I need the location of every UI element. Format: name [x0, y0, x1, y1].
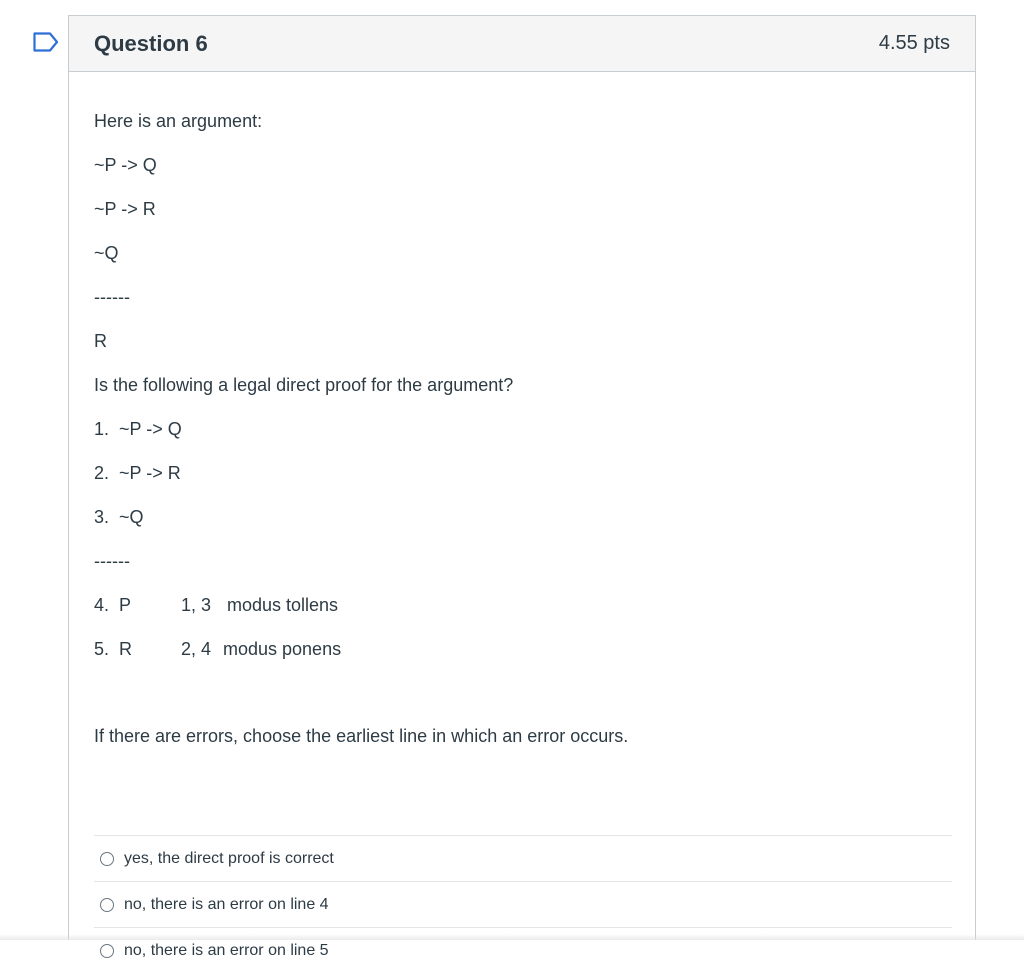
proof-instruction: If there are errors, choose the earliest line in which an error occurs. — [94, 726, 629, 746]
question-card — [68, 15, 976, 959]
proof-line-number: 2. — [94, 463, 110, 483]
argument-conclusion: R — [94, 331, 107, 351]
proof-line-number: 3. — [94, 507, 110, 527]
question-title: Question 6 — [94, 30, 208, 56]
proof-line-statement: ~P -> Q — [119, 419, 182, 439]
premise: ~Q — [94, 243, 119, 263]
argument-intro: Here is an argument: — [94, 111, 263, 131]
scroll-shadow — [0, 934, 1024, 940]
answer-option[interactable] — [94, 835, 952, 881]
proof-line-number: 1. — [94, 419, 110, 439]
proof-line-statement: P — [119, 595, 132, 615]
proof-line-refs: 2, 4 — [181, 639, 212, 659]
question-header — [69, 16, 975, 72]
premise: ~P -> Q — [94, 155, 157, 175]
proof-prompt: Is the following a legal direct proof for the argument? — [94, 375, 514, 395]
radio-button[interactable] — [100, 944, 114, 958]
proof-line-number: 5. — [94, 639, 110, 659]
proof-line-number: 4. — [94, 595, 110, 615]
answer-label: no, there is an error on line 5 — [124, 941, 329, 959]
proof-line-statement: ~P -> R — [119, 463, 181, 483]
proof-line-statement: ~Q — [119, 507, 144, 527]
radio-button[interactable] — [100, 898, 114, 912]
proof-line-refs: 1, 3 — [181, 595, 212, 615]
proof-separator: ------ — [94, 551, 130, 571]
flag-question-icon[interactable] — [33, 32, 59, 52]
answer-label: no, there is an error on line 4 — [124, 895, 329, 913]
proof-line-rule: modus tollens — [227, 595, 339, 615]
answer-list — [94, 835, 952, 973]
answer-option[interactable] — [94, 881, 952, 927]
argument-separator: ------ — [94, 287, 130, 307]
proof-line-rule: modus ponens — [223, 639, 342, 659]
question-points: 4.55 pts — [878, 32, 950, 54]
radio-button[interactable] — [100, 852, 114, 866]
answer-label: yes, the direct proof is correct — [124, 849, 334, 867]
premise: ~P -> R — [94, 199, 156, 219]
proof-line-statement: R — [119, 639, 132, 659]
